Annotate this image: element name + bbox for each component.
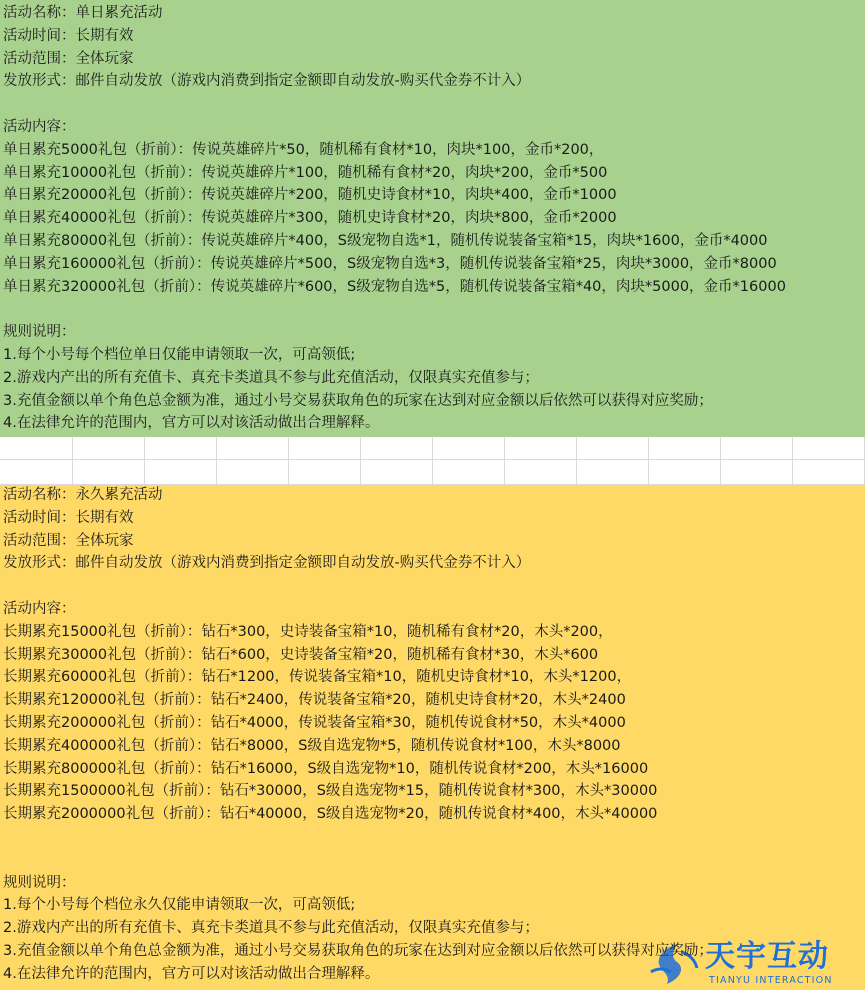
empty-cell: [217, 460, 289, 485]
empty-cell: [361, 437, 433, 460]
empty-cell: [793, 437, 865, 460]
empty-cell: [0, 460, 73, 485]
empty-cell: [577, 460, 649, 485]
daily-line: 单日累充20000礼包（折前）：传说英雄碎片*200，随机史诗食材*10，肉块*400，金币*1000: [3, 187, 617, 204]
daily-line: 单日累充160000礼包（折前）：传说英雄碎片*500，S级宠物自选*3，随机传说装备宝箱*25，肉块*3000，金币*8000: [3, 255, 777, 272]
daily-line: 单日累充40000礼包（折前）：传说英雄碎片*300，随机史诗食材*20，肉块*800，金币*2000: [3, 210, 617, 227]
permanent-line: 长期累充30000礼包（折前）：钻石*600，史诗装备宝箱*20，随机稀有食材*30，木头*600: [3, 646, 599, 663]
permanent-line: 长期累充400000礼包（折前）：钻石*8000，S级自选宠物*5，随机传说食材*100，木头*8000: [3, 737, 621, 754]
permanent-line: 长期累充1500000礼包（折前）：钻石*30000，S级自选宠物*15，随机传说食材*300，木头*30000: [3, 783, 658, 800]
empty-cell: [433, 460, 505, 485]
empty-cell: [577, 437, 649, 460]
daily-line: 发放形式：邮件自动发放（游戏内消费到指定金额即自动发放-购买代金券不计入）: [3, 73, 531, 90]
daily-line: 单日累充10000礼包（折前）：传说英雄碎片*100，随机稀有食材*20，肉块*200，金币*500: [3, 164, 608, 181]
daily-line: 单日累充320000礼包（折前）：传说英雄碎片*600，S级宠物自选*5，随机传说装备宝箱*40，肉块*5000，金币*16000: [3, 278, 786, 295]
permanent-line: 活动名称：永久累充活动: [3, 487, 163, 503]
permanent-line: 长期累充15000礼包（折前）：钻石*300，史诗装备宝箱*10，随机稀有食材*20，木头*200，: [3, 623, 613, 640]
permanent-line: 活动范围：全体玩家: [3, 532, 134, 549]
empty-cell: [721, 437, 793, 460]
empty-cell: [505, 437, 577, 460]
permanent-line: 长期累充800000礼包（折前）：钻石*16000，S级自选宠物*10，随机传说食材*200，木头*16000: [3, 760, 649, 777]
daily-line: 规则说明：: [3, 324, 76, 341]
daily-line: 单日累充80000礼包（折前）：传说英雄碎片*400，S级宠物自选*1，随机传说装备宝箱*15，肉块*1600，金币*4000: [3, 233, 768, 249]
empty-cell: [505, 460, 577, 485]
empty-cell: [145, 437, 217, 460]
daily-line: 活动范围：全体玩家: [3, 50, 134, 67]
empty-cell: [721, 460, 793, 485]
empty-cell: [217, 437, 289, 460]
permanent-line: 发放形式：邮件自动发放（游戏内消费到指定金额即自动发放-购买代金券不计入）: [3, 555, 531, 572]
permanent-line: 3.充值金额以单个角色总金额为准，通过小号交易获取角色的玩家在达到对应金额以后依然可以获得对应奖励；: [3, 943, 713, 959]
permanent-line: 长期累充2000000礼包（折前）：钻石*40000，S级自选宠物*20，随机传说食材*400，木头*40000: [3, 806, 658, 823]
empty-cell: [649, 437, 721, 460]
permanent-line: 长期累充200000礼包（折前）：钻石*4000，传说装备宝箱*30，随机传说食材*50，木头*4000: [3, 715, 626, 731]
daily-line: 单日累充5000礼包（折前）：传说英雄碎片*50，随机稀有食材*10，肉块*100，金币*200，: [3, 141, 604, 158]
empty-cell: [361, 460, 433, 485]
empty-cell: [73, 460, 145, 485]
empty-cell: [289, 437, 361, 460]
spreadsheet-empty-rows: [0, 437, 865, 485]
daily-line: 3.充值金额以单个角色总金额为准，通过小号交易获取角色的玩家在达到对应金额以后依然可以获得对应奖励；: [3, 392, 713, 409]
permanent-line: 活动内容：: [3, 601, 76, 617]
daily-recharge-section: [0, 0, 865, 437]
empty-cell: [145, 460, 217, 485]
permanent-line: 4.在法律允许的范围内，官方可以对该活动做出合理解释。: [3, 965, 380, 982]
permanent-line: 1.每个小号每个档位永久仅能申请领取一次，可高领低;: [3, 897, 356, 914]
daily-line: 活动名称：单日累充活动: [3, 5, 163, 21]
daily-line: 活动内容：: [3, 119, 76, 135]
permanent-line: 活动时间：长期有效: [3, 509, 134, 526]
permanent-line: 规则说明：: [3, 874, 76, 891]
daily-line: 活动时间：长期有效: [3, 27, 134, 44]
empty-cell: [0, 437, 73, 460]
empty-cell: [793, 460, 865, 485]
permanent-recharge-section: [0, 485, 865, 990]
empty-cell: [289, 460, 361, 485]
empty-cell: [433, 437, 505, 460]
empty-cell: [73, 437, 145, 460]
empty-cell: [649, 460, 721, 485]
permanent-line: 长期累充120000礼包（折前）：钻石*2400，传说装备宝箱*20，随机史诗食材*20，木头*2400: [3, 692, 626, 709]
permanent-line: 长期累充60000礼包（折前）：钻石*1200，传说装备宝箱*10，随机史诗食材*10，木头*1200，: [3, 669, 632, 686]
daily-line: 1.每个小号每个档位单日仅能申请领取一次，可高领低;: [3, 347, 356, 363]
daily-line: 4.在法律允许的范围内，官方可以对该活动做出合理解释。: [3, 415, 380, 432]
logo-brand-en-text: TIANYU INTERACTION: [709, 975, 833, 986]
logo-brand-text: 天宇互动: [705, 939, 829, 974]
permanent-line: 2.游戏内产出的所有充值卡、真充卡类道具不参与此充值活动，仅限真实充值参与；: [3, 920, 539, 937]
daily-line: 2.游戏内产出的所有充值卡、真充卡类道具不参与此充值活动，仅限真实充值参与；: [3, 369, 539, 386]
